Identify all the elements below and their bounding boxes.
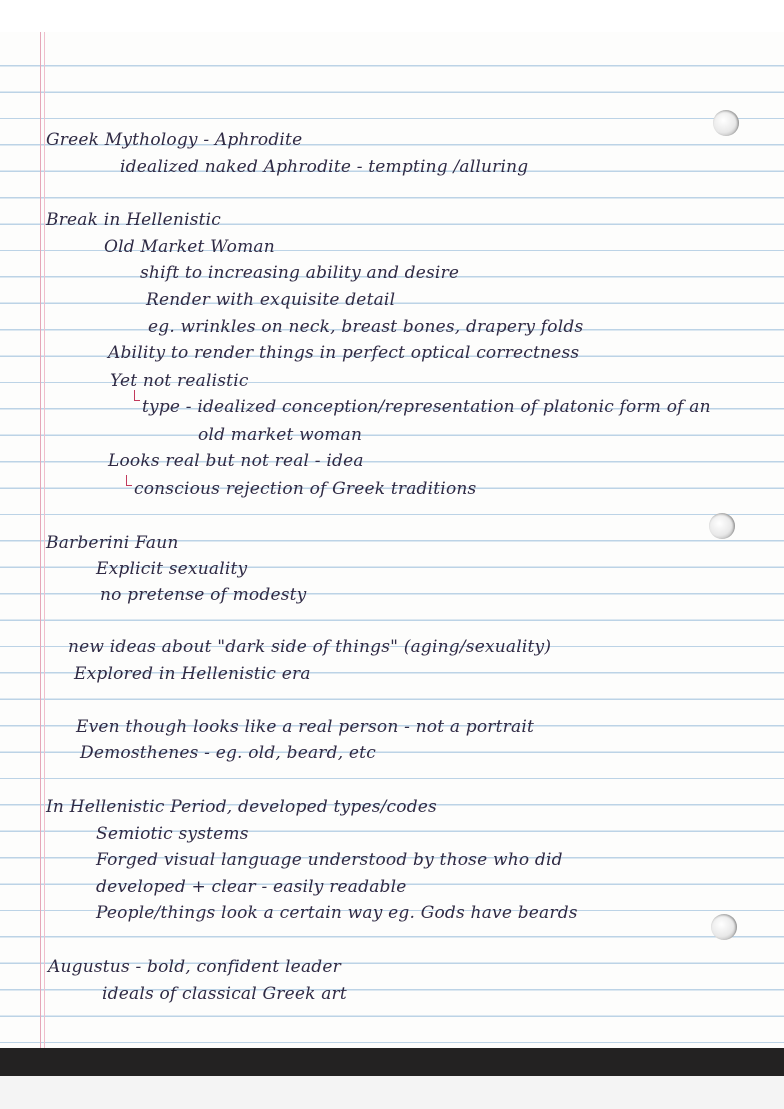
note-line: no pretense of modesty — [100, 585, 307, 605]
punch-hole-bottom — [711, 914, 737, 940]
note-line: developed + clear - easily readable — [96, 877, 407, 897]
note-line: shift to increasing ability and desire — [140, 263, 460, 283]
note-line: Forged visual language understood by those who did — [96, 850, 563, 870]
scan-bottom-band — [0, 1048, 784, 1076]
note-line: Old Market Woman — [104, 237, 275, 257]
note-line: Explored in Hellenistic era — [74, 664, 311, 684]
note-line-heading: Augustus - bold, confident leader — [48, 957, 341, 977]
margin-line — [40, 32, 41, 1048]
note-line-heading: Break in Hellenistic — [46, 210, 222, 230]
note-line: idealized naked Aphrodite - tempting /alluring — [120, 157, 529, 177]
punch-hole-top — [713, 110, 739, 136]
scan-top-margin — [0, 0, 784, 32]
note-line-heading: In Hellenistic Period, developed types/codes — [46, 797, 437, 817]
note-line: ideals of classical Greek art — [102, 984, 347, 1004]
note-line: Render with exquisite detail — [146, 290, 396, 310]
scan-bottom-strip — [0, 1076, 784, 1109]
margin-line-inner — [44, 32, 45, 1048]
note-line: Demosthenes - eg. old, beard, etc — [80, 743, 376, 763]
note-line-heading: Barberini Faun — [46, 533, 179, 553]
note-line: Yet not realistic — [110, 371, 249, 391]
note-line: conscious rejection of Greek traditions — [134, 479, 477, 499]
note-line: new ideas about "dark side of things" (aging/sexuality) — [68, 637, 552, 657]
note-line: Semiotic systems — [96, 824, 249, 844]
note-line: Ability to render things in perfect optical correctness — [108, 343, 580, 363]
note-line: old market woman — [198, 425, 363, 445]
note-line: Looks real but not real - idea — [108, 451, 364, 471]
note-line: People/things look a certain way eg. Gods have beards — [96, 903, 578, 923]
bracket-arrow-mark — [134, 390, 140, 401]
note-line: Explicit sexuality — [96, 559, 248, 579]
note-line: type - idealized conception/representation of platonic form of an — [142, 397, 711, 417]
bracket-arrow-mark — [126, 475, 132, 486]
note-line-heading: Greek Mythology - Aphrodite — [46, 130, 303, 150]
note-line: eg. wrinkles on neck, breast bones, drapery folds — [148, 317, 584, 337]
punch-hole-middle — [709, 513, 735, 539]
note-line: Even though looks like a real person - not a portrait — [76, 717, 534, 737]
